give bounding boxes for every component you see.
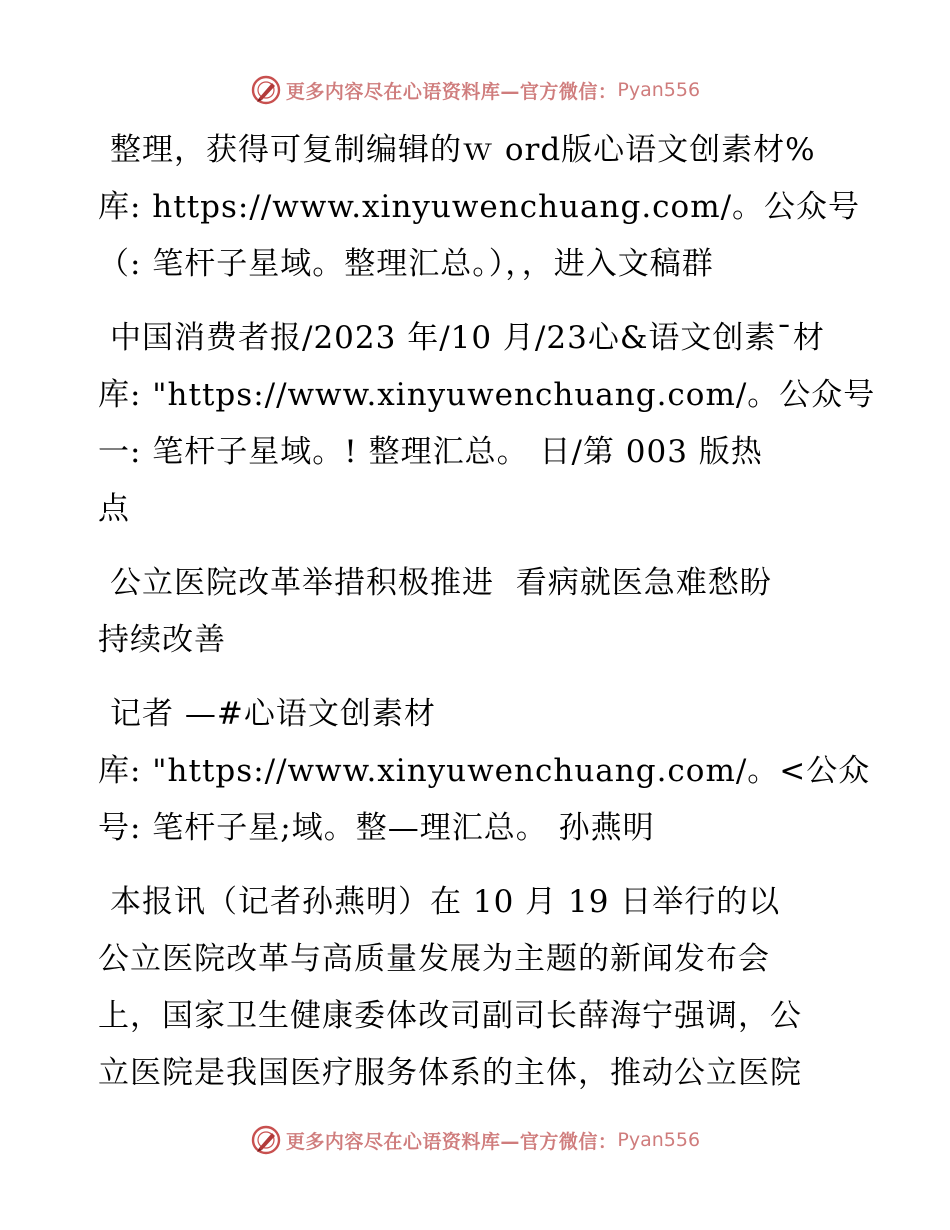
text-line: 整理，获得可复制编辑的ｗ ord版心语文创素材%: [110, 132, 816, 168]
text-line: 库: https://www.xinyuwenchuang.com/。公众号: [98, 189, 861, 225]
text-line: 点: [98, 491, 130, 527]
text-line: 一: 笔杆子星域。! 整理汇总。 日/第 003 版热: [98, 434, 763, 470]
text-line: 库: "https://www.xinyuwenchuang.com/。<公众: [98, 753, 871, 789]
pen-circle-logo-icon: [250, 74, 282, 106]
text-line: （: 笔杆子星域。整理汇总。），，进入文稿群: [98, 246, 714, 282]
text-line: 库: "https://www.xinyuwenchuang.com/。公众号: [98, 377, 876, 413]
pen-circle-logo-icon: [250, 1124, 282, 1156]
footer-banner: [0, 1120, 950, 1160]
text-line: 中国消费者报/2023 年/10 月/23心&语文创素¯材: [110, 320, 825, 356]
text-line: 本报讯（记者孙燕明）在 10 月 19 日举行的以: [110, 884, 781, 920]
document-body: [98, 122, 876, 1119]
paragraph-body: [98, 874, 858, 1102]
paragraph-headline: [98, 555, 858, 669]
text-line: 公立医院改革与高质量发展为主题的新闻发布会: [98, 941, 770, 977]
banner-wechat-id: Pyan556: [617, 1129, 701, 1151]
headline-line: 持续改善: [98, 622, 226, 658]
header-banner: [0, 70, 950, 110]
text-line: 立医院是我国医疗服务体系的主体，推动公立医院: [98, 1055, 802, 1091]
banner-wechat-id: Pyan556: [617, 79, 701, 101]
text-line: 号: 笔杆子星;域。整—理汇总。 孙燕明: [98, 810, 655, 846]
paragraph-intro: [98, 122, 861, 293]
headline-line: 公立医院改革举措积极推进 看病就医急难愁盼: [110, 565, 772, 601]
text-line: 记者 —#心语文创素材: [110, 696, 436, 732]
paragraph-source: [98, 310, 876, 538]
banner-text: 更多内容尽在心语资料库—官方微信：: [285, 80, 618, 103]
banner-text: 更多内容尽在心语资料库—官方微信：: [285, 1130, 618, 1153]
text-line: 上，国家卫生健康委体改司副司长薛海宁强调，公: [98, 998, 802, 1034]
paragraph-byline: [98, 686, 871, 857]
